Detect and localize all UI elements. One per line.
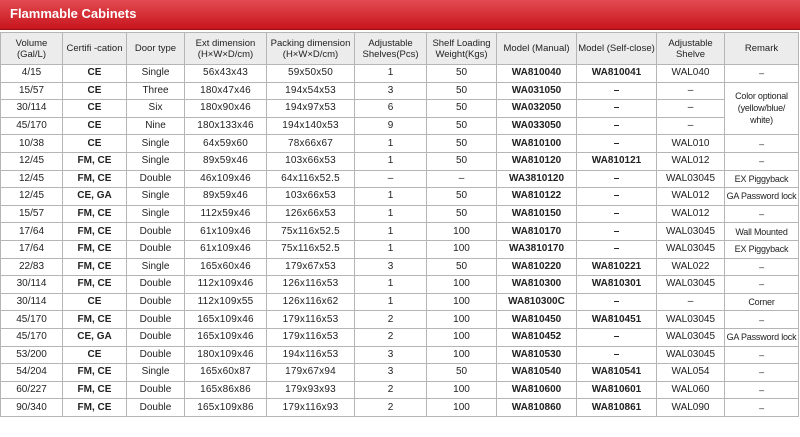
cell-loading-weight: 50 [427, 188, 497, 206]
cell-volume: 30/114 [1, 100, 63, 118]
cell-door-type: Single [127, 188, 185, 206]
table-row [1, 311, 799, 329]
col-header-door-type: Door type [127, 33, 185, 65]
cell-ext-dimension: 61x109x46 [185, 223, 267, 241]
table-row [1, 240, 799, 258]
cell-certification: FM, CE [63, 276, 127, 294]
cell-packing-dimension: 64x116x52.5 [267, 170, 355, 188]
cell-adjustable-shelve: WAL03045 [657, 346, 725, 364]
cell-certification: CE [63, 135, 127, 153]
cell-ext-dimension: 165x109x46 [185, 328, 267, 346]
spec-table [0, 32, 799, 417]
cell-certification: CE [63, 346, 127, 364]
page-title: Flammable Cabinets [10, 6, 137, 21]
cell-model-self-close: – [577, 223, 657, 241]
cell-certification: FM, CE [63, 258, 127, 276]
table-row [1, 399, 799, 417]
cell-certification: FM, CE [63, 364, 127, 382]
table-row [1, 223, 799, 241]
cell-remark: – [725, 399, 799, 417]
cell-volume: 45/170 [1, 117, 63, 135]
cell-certification: CE [63, 100, 127, 118]
cell-loading-weight: 100 [427, 240, 497, 258]
cell-ext-dimension: 61x109x46 [185, 240, 267, 258]
cell-ext-dimension: 165x60x87 [185, 364, 267, 382]
cell-ext-dimension: 165x86x86 [185, 381, 267, 399]
cell-model-manual: WA810300C [497, 293, 577, 311]
cell-packing-dimension: 179x116x53 [267, 328, 355, 346]
col-header-model-manual: Model (Manual) [497, 33, 577, 65]
cell-model-manual: WA810122 [497, 188, 577, 206]
cell-door-type: Double [127, 276, 185, 294]
cell-door-type: Double [127, 328, 185, 346]
cell-door-type: Six [127, 100, 185, 118]
cell-shelves: 1 [355, 135, 427, 153]
cell-ext-dimension: 165x109x46 [185, 311, 267, 329]
cell-remark: EX Piggyback [725, 240, 799, 258]
cell-volume: 10/38 [1, 135, 63, 153]
cell-door-type: Double [127, 240, 185, 258]
table-row [1, 100, 799, 118]
cell-adjustable-shelve: WAL03045 [657, 328, 725, 346]
cell-door-type: Nine [127, 117, 185, 135]
cell-model-manual: WA810100 [497, 135, 577, 153]
cell-ext-dimension: 64x59x60 [185, 135, 267, 153]
cell-shelves: 1 [355, 276, 427, 294]
cell-adjustable-shelve: – [657, 117, 725, 135]
cell-remark: Wall Mounted [725, 223, 799, 241]
cell-remark: – [725, 346, 799, 364]
cell-loading-weight: 50 [427, 258, 497, 276]
cell-volume: 4/15 [1, 65, 63, 83]
cell-remark: – [725, 311, 799, 329]
cell-door-type: Double [127, 346, 185, 364]
cell-ext-dimension: 180x133x46 [185, 117, 267, 135]
cell-ext-dimension: 180x90x46 [185, 100, 267, 118]
cell-shelves: 1 [355, 205, 427, 223]
cell-volume: 12/45 [1, 152, 63, 170]
cell-adjustable-shelve: WAL060 [657, 381, 725, 399]
cell-loading-weight: 50 [427, 152, 497, 170]
cell-remark: GA Password lock [725, 328, 799, 346]
cell-model-manual: WA032050 [497, 100, 577, 118]
cell-volume: 53/200 [1, 346, 63, 364]
cell-volume: 45/170 [1, 311, 63, 329]
cell-volume: 54/204 [1, 364, 63, 382]
cell-volume: 45/170 [1, 328, 63, 346]
cell-shelves: 3 [355, 346, 427, 364]
cell-volume: 60/227 [1, 381, 63, 399]
cell-model-manual: WA810530 [497, 346, 577, 364]
table-row [1, 135, 799, 153]
cell-ext-dimension: 180x47x46 [185, 82, 267, 100]
cell-model-self-close: – [577, 346, 657, 364]
cell-certification: CE, GA [63, 188, 127, 206]
table-row [1, 65, 799, 83]
cell-model-manual: WA033050 [497, 117, 577, 135]
cell-volume: 30/114 [1, 276, 63, 294]
cell-model-manual: WA810540 [497, 364, 577, 382]
col-header-remark: Remark [725, 33, 799, 65]
cell-door-type: Single [127, 135, 185, 153]
cell-model-manual: WA031050 [497, 82, 577, 100]
cell-loading-weight: 100 [427, 399, 497, 417]
cell-shelves: 3 [355, 258, 427, 276]
cell-adjustable-shelve: WAL03045 [657, 223, 725, 241]
cell-shelves: 3 [355, 82, 427, 100]
cell-certification: FM, CE [63, 381, 127, 399]
cell-certification: FM, CE [63, 240, 127, 258]
cell-shelves: 1 [355, 240, 427, 258]
cell-packing-dimension: 59x50x50 [267, 65, 355, 83]
cell-model-manual: WA3810120 [497, 170, 577, 188]
cell-certification: FM, CE [63, 223, 127, 241]
cell-loading-weight: 100 [427, 346, 497, 364]
cell-packing-dimension: 179x67x94 [267, 364, 355, 382]
cell-door-type: Double [127, 399, 185, 417]
cell-volume: 22/83 [1, 258, 63, 276]
cell-model-self-close: – [577, 170, 657, 188]
cell-shelves: 1 [355, 188, 427, 206]
cell-loading-weight: 50 [427, 135, 497, 153]
cell-shelves: 1 [355, 223, 427, 241]
table-row [1, 205, 799, 223]
cell-certification: CE [63, 117, 127, 135]
col-header-adjustable-shelves: Adjustable Shelves(Pcs) [355, 33, 427, 65]
cell-shelves: 1 [355, 293, 427, 311]
cell-certification: FM, CE [63, 205, 127, 223]
table-row [1, 381, 799, 399]
cell-door-type: Single [127, 205, 185, 223]
table-row [1, 328, 799, 346]
cell-adjustable-shelve: WAL012 [657, 188, 725, 206]
cell-remark: GA Password lock [725, 188, 799, 206]
cell-remark: – [725, 381, 799, 399]
cell-packing-dimension: 194x116x53 [267, 346, 355, 364]
cell-door-type: Double [127, 311, 185, 329]
cell-packing-dimension: 126x66x53 [267, 205, 355, 223]
cell-model-self-close: WA810301 [577, 276, 657, 294]
cell-packing-dimension: 126x116x62 [267, 293, 355, 311]
cell-packing-dimension: 103x66x53 [267, 188, 355, 206]
cell-adjustable-shelve: – [657, 82, 725, 100]
cell-model-manual: WA810600 [497, 381, 577, 399]
cell-adjustable-shelve: WAL012 [657, 205, 725, 223]
cell-volume: 15/57 [1, 205, 63, 223]
cell-remark: – [725, 364, 799, 382]
cell-model-self-close: WA810121 [577, 152, 657, 170]
col-header-adjustable-shelve: Adjustable Shelve [657, 33, 725, 65]
cell-loading-weight: 100 [427, 223, 497, 241]
cell-shelves: – [355, 170, 427, 188]
cell-loading-weight: 100 [427, 311, 497, 329]
table-row [1, 276, 799, 294]
cell-ext-dimension: 112x109x46 [185, 276, 267, 294]
cell-adjustable-shelve: – [657, 293, 725, 311]
cell-door-type: Double [127, 170, 185, 188]
cell-model-manual: WA3810170 [497, 240, 577, 258]
table-row [1, 117, 799, 135]
cell-model-self-close: – [577, 240, 657, 258]
col-header-shelf-loading: Shelf Loading Weight(Kgs) [427, 33, 497, 65]
col-header-volume: Volume (Gal/L) [1, 33, 63, 65]
cell-adjustable-shelve: WAL012 [657, 152, 725, 170]
cell-adjustable-shelve: WAL054 [657, 364, 725, 382]
table-row [1, 258, 799, 276]
cell-loading-weight: 50 [427, 65, 497, 83]
cell-certification: CE [63, 82, 127, 100]
cell-adjustable-shelve: WAL040 [657, 65, 725, 83]
cell-door-type: Double [127, 223, 185, 241]
cell-packing-dimension: 126x116x53 [267, 276, 355, 294]
cell-volume: 17/64 [1, 240, 63, 258]
cell-packing-dimension: 75x116x52.5 [267, 240, 355, 258]
cell-ext-dimension: 165x109x86 [185, 399, 267, 417]
cell-model-manual: WA810300 [497, 276, 577, 294]
cell-certification: CE [63, 65, 127, 83]
cell-shelves: 2 [355, 399, 427, 417]
cell-loading-weight: 100 [427, 293, 497, 311]
cell-remark: – [725, 65, 799, 83]
cell-loading-weight: 50 [427, 100, 497, 118]
cell-shelves: 2 [355, 328, 427, 346]
cell-volume: 17/64 [1, 223, 63, 241]
cell-model-self-close: WA810221 [577, 258, 657, 276]
cell-remark: EX Piggyback [725, 170, 799, 188]
cell-packing-dimension: 75x116x52.5 [267, 223, 355, 241]
cell-shelves: 2 [355, 311, 427, 329]
cell-door-type: Single [127, 258, 185, 276]
cell-door-type: Single [127, 65, 185, 83]
cell-adjustable-shelve: WAL03045 [657, 276, 725, 294]
cell-adjustable-shelve: WAL090 [657, 399, 725, 417]
cell-ext-dimension: 56x43x43 [185, 65, 267, 83]
cell-shelves: 2 [355, 381, 427, 399]
cell-volume: 12/45 [1, 188, 63, 206]
cell-packing-dimension: 103x66x53 [267, 152, 355, 170]
table-row [1, 188, 799, 206]
cell-loading-weight: 100 [427, 328, 497, 346]
cell-volume: 15/57 [1, 82, 63, 100]
cell-door-type: Double [127, 293, 185, 311]
cell-ext-dimension: 165x60x46 [185, 258, 267, 276]
cell-model-manual: WA810860 [497, 399, 577, 417]
cell-model-self-close: WA810041 [577, 65, 657, 83]
cell-model-manual: WA810452 [497, 328, 577, 346]
cell-packing-dimension: 179x116x53 [267, 311, 355, 329]
cell-adjustable-shelve: WAL03045 [657, 240, 725, 258]
cell-remark: Color optional (yellow/blue/ white) [725, 82, 799, 135]
cell-model-self-close: – [577, 205, 657, 223]
cell-loading-weight: 50 [427, 205, 497, 223]
cell-packing-dimension: 194x97x53 [267, 100, 355, 118]
cell-ext-dimension: 112x59x46 [185, 205, 267, 223]
cell-certification: FM, CE [63, 399, 127, 417]
cell-shelves: 1 [355, 152, 427, 170]
cell-packing-dimension: 179x116x93 [267, 399, 355, 417]
cell-ext-dimension: 46x109x46 [185, 170, 267, 188]
table-row [1, 346, 799, 364]
cell-model-manual: WA810150 [497, 205, 577, 223]
col-header-ext-dimension: Ext dimension (H×W×D/cm) [185, 33, 267, 65]
cell-shelves: 1 [355, 65, 427, 83]
cell-certification: FM, CE [63, 152, 127, 170]
col-header-packing-dimension: Packing dimension (H×W×D/cm) [267, 33, 355, 65]
cell-model-self-close: – [577, 82, 657, 100]
cell-loading-weight: 50 [427, 82, 497, 100]
cell-door-type: Single [127, 364, 185, 382]
cell-model-self-close: WA810861 [577, 399, 657, 417]
cell-packing-dimension: 179x67x53 [267, 258, 355, 276]
cell-model-self-close: WA810541 [577, 364, 657, 382]
cell-adjustable-shelve: WAL03045 [657, 170, 725, 188]
cell-adjustable-shelve: – [657, 100, 725, 118]
cell-model-manual: WA810170 [497, 223, 577, 241]
cell-model-self-close: – [577, 135, 657, 153]
cell-ext-dimension: 89x59x46 [185, 188, 267, 206]
header-row [1, 33, 799, 65]
cell-adjustable-shelve: WAL022 [657, 258, 725, 276]
cell-packing-dimension: 194x54x53 [267, 82, 355, 100]
table-row [1, 82, 799, 100]
cell-remark: – [725, 152, 799, 170]
cell-model-self-close: WA810451 [577, 311, 657, 329]
cell-volume: 30/114 [1, 293, 63, 311]
cell-door-type: Double [127, 381, 185, 399]
cell-model-self-close: – [577, 293, 657, 311]
cell-model-manual: WA810040 [497, 65, 577, 83]
cell-packing-dimension: 179x93x93 [267, 381, 355, 399]
cell-model-self-close: WA810601 [577, 381, 657, 399]
cell-shelves: 9 [355, 117, 427, 135]
cell-certification: FM, CE [63, 170, 127, 188]
cell-loading-weight: 100 [427, 276, 497, 294]
cell-model-manual: WA810120 [497, 152, 577, 170]
cell-volume: 12/45 [1, 170, 63, 188]
cell-remark: – [725, 258, 799, 276]
cell-shelves: 3 [355, 364, 427, 382]
cell-adjustable-shelve: WAL010 [657, 135, 725, 153]
cell-packing-dimension: 78x66x67 [267, 135, 355, 153]
cell-door-type: Single [127, 152, 185, 170]
cell-loading-weight: 100 [427, 381, 497, 399]
cell-ext-dimension: 112x109x55 [185, 293, 267, 311]
cell-remark: – [725, 276, 799, 294]
cell-volume: 90/340 [1, 399, 63, 417]
cell-certification: CE, GA [63, 328, 127, 346]
table-row [1, 293, 799, 311]
cell-ext-dimension: 89x59x46 [185, 152, 267, 170]
cell-loading-weight: – [427, 170, 497, 188]
cell-adjustable-shelve: WAL03045 [657, 311, 725, 329]
cell-certification: CE [63, 293, 127, 311]
cell-shelves: 6 [355, 100, 427, 118]
cell-model-self-close: – [577, 117, 657, 135]
col-header-model-self-close: Model (Self-close) [577, 33, 657, 65]
cell-remark: Corner [725, 293, 799, 311]
cell-certification: FM, CE [63, 311, 127, 329]
cell-remark: – [725, 205, 799, 223]
cell-loading-weight: 50 [427, 117, 497, 135]
col-header-certification: Certifi -cation [63, 33, 127, 65]
cell-remark: – [725, 135, 799, 153]
cell-model-manual: WA810450 [497, 311, 577, 329]
title-banner [0, 0, 800, 30]
cell-packing-dimension: 194x140x53 [267, 117, 355, 135]
cell-ext-dimension: 180x109x46 [185, 346, 267, 364]
cell-model-self-close: – [577, 188, 657, 206]
cell-door-type: Three [127, 82, 185, 100]
table-row [1, 152, 799, 170]
cell-model-self-close: – [577, 328, 657, 346]
cell-model-self-close: – [577, 100, 657, 118]
cell-model-manual: WA810220 [497, 258, 577, 276]
table-row [1, 170, 799, 188]
cell-loading-weight: 50 [427, 364, 497, 382]
table-row [1, 364, 799, 382]
